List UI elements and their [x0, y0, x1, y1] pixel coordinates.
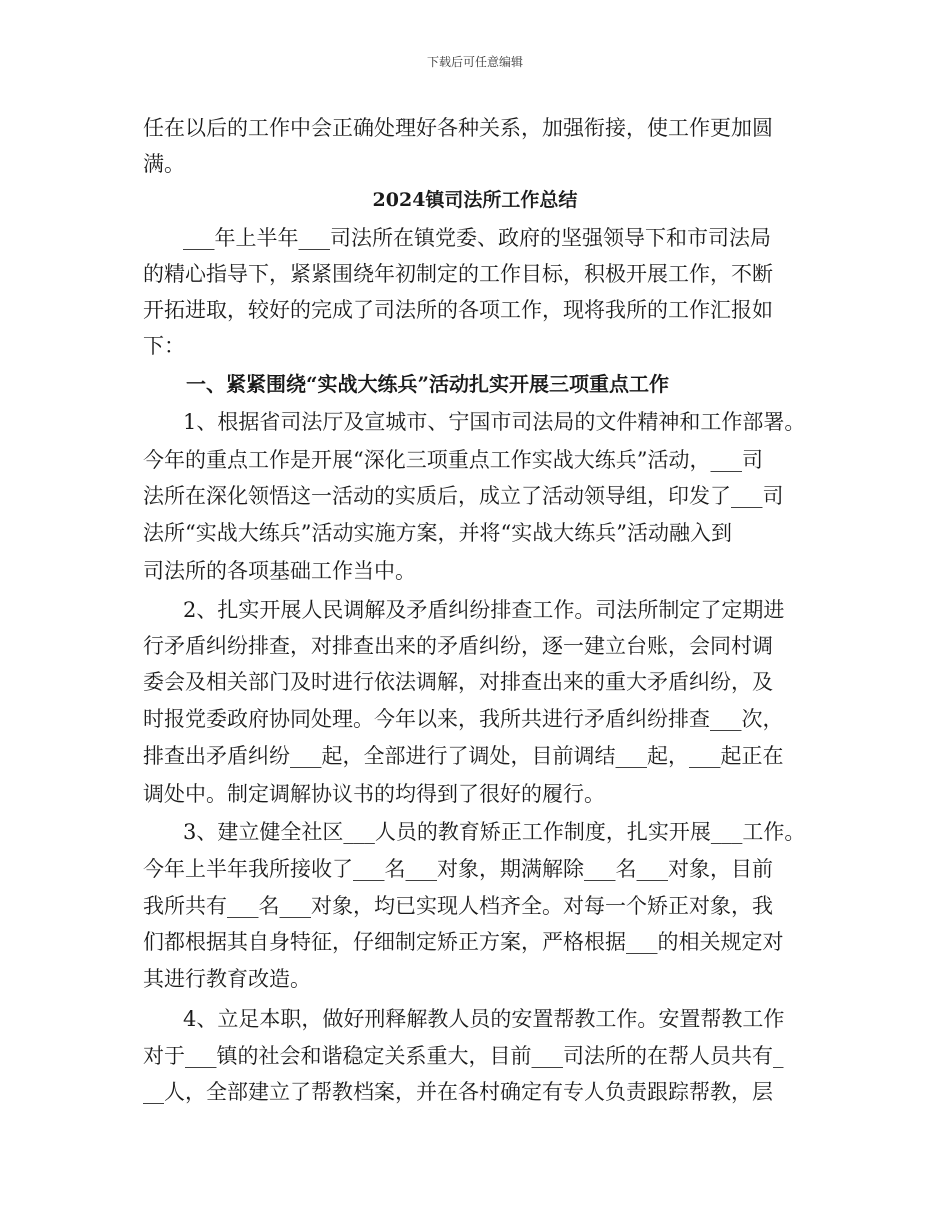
- paragraph-line: 今年的重点工作是开展“深化三项重点工作实战大练兵”活动，___司: [143, 448, 763, 472]
- paragraph-line: 任在以后的工作中会正确处理好各种关系，加强衔接，使工作更加圆: [143, 116, 773, 140]
- paragraph-line: 今年上半年我所接收了___名___对象，期满解除___名___对象，目前: [143, 857, 773, 881]
- paragraph-line: ___年上半年___司法所在镇党委、政府的坚强领导下和市司法局: [143, 226, 772, 250]
- section-heading: 一、紧紧围绕“实战大练兵”活动扎实开展三项重点工作: [186, 372, 670, 396]
- paragraph-line: 时报党委政府协同处理。今年以来，我所共进行矛盾纠纷排查___次，: [143, 707, 784, 731]
- paragraph-line: 司法所的各项基础工作当中。: [143, 559, 416, 583]
- paragraph-line: 对于___镇的社会和谐稳定关系重大，目前___司法所的在帮人员共有_: [143, 1044, 784, 1068]
- paragraph-line: 3、建立健全社区___人员的教育矫正工作制度，扎实开展___工作。: [143, 820, 806, 844]
- paragraph-line: 2、扎实开展人民调解及矛盾纠纷排查工作。司法所制定了定期进: [143, 598, 785, 622]
- paragraph-line: 委会及相关部门及时进行依法调解，对排查出来的重大矛盾纠纷，及: [143, 670, 773, 694]
- paragraph-line: 下：: [143, 334, 185, 358]
- paragraph-line: __人，全部建立了帮教档案，并在各村确定有专人负责跟踪帮教，层: [143, 1080, 773, 1104]
- paragraph-line: 行矛盾纠纷排查，对排查出来的矛盾纠纷，逐一建立台账，会同村调: [143, 634, 773, 658]
- paragraph-line: 排查出矛盾纠纷___起，全部进行了调处，目前调结___起，___起正在: [143, 744, 784, 768]
- paragraph-line: 1、根据省司法厅及宣城市、宁国市司法局的文件精神和工作部署。: [143, 410, 806, 434]
- paragraph-line: 我所共有___名___对象，均已实现人档齐全。对每一个矫正对象，我: [143, 894, 773, 918]
- paragraph-line: 的精心指导下，紧紧围绕年初制定的工作目标，积极开展工作，不断: [143, 262, 773, 286]
- document-title: 2024镇司法所工作总结: [372, 189, 578, 211]
- page-header: 下载后可任意编辑: [426, 55, 523, 69]
- paragraph-line: 法所在深化领悟这一活动的实质后，成立了活动领导组，印发了___司: [143, 484, 784, 508]
- paragraph-line: 4、立足本职，做好刑释解教人员的安置帮教工作。安置帮教工作: [143, 1007, 785, 1031]
- paragraph-line: 法所“实战大练兵”活动实施方案，并将“实战大练兵”活动融入到: [143, 521, 732, 545]
- paragraph-line: 开拓进取，较好的完成了司法所的各项工作，现将我所的工作汇报如: [143, 298, 773, 322]
- paragraph-line: 调处中。制定调解协议书的均得到了很好的履行。: [143, 782, 605, 806]
- paragraph-line: 满。: [143, 152, 185, 176]
- paragraph-line: 们都根据其自身特征，仔细制定矫正方案，严格根据___的相关规定对: [143, 930, 784, 954]
- paragraph-line: 其进行教育改造。: [143, 967, 311, 991]
